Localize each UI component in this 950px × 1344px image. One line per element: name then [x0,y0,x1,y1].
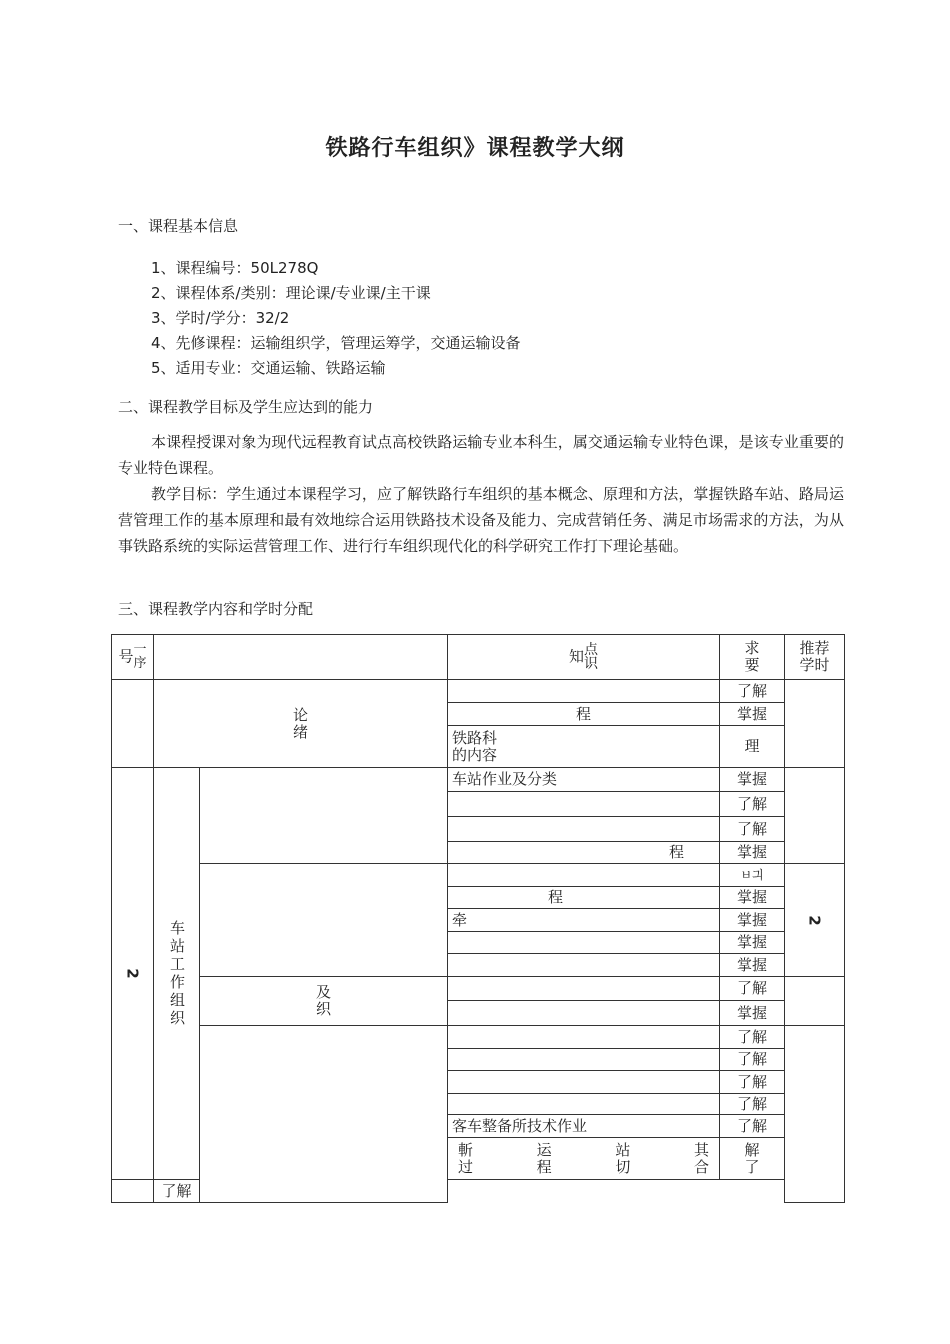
requirement-cell: 理 [720,726,785,768]
table-header-row [112,635,845,680]
requirement-cell: 了解 [720,977,785,1001]
section-cell [200,1026,448,1203]
knowledge-point [448,1071,720,1094]
section-cell [200,864,448,977]
page-title: 铁路行车组织》课程教学大纲 [325,136,625,161]
requirement-cell: 了解 [720,792,785,817]
requirement-cell: 了解 [720,1115,785,1138]
requirement-cell: 了解 [720,680,785,703]
requirement-cell: 掌握 [720,932,785,954]
requirement-cell: 了解 [720,1094,785,1115]
requirement-cell: 掌握 [720,768,785,792]
hours-cell [785,680,845,768]
knowledge-point [448,817,720,842]
info-item: 1、课程编号：50L278Q [151,259,319,277]
objectives-paragraph: 本课程授课对象为现代远程教育试点高校铁路运输专业本科生，属交通运输专业特色课，是该专业重要的专业特色课程。 [118,433,844,477]
section-heading-objectives: 二、课程教学目标及学生应达到的能力 [118,398,374,416]
seq-cell [112,680,154,768]
knowledge-point [112,1180,154,1203]
hours-cell: 2 [785,864,845,977]
header-knowledge: 知点 识 [448,635,720,680]
knowledge-point [448,954,720,977]
hours-cell [785,977,845,1026]
chapter-intro: 论 绪 [154,680,448,768]
requirement-cell: 了解 [720,1071,785,1094]
section-cell: 及 织 [200,977,448,1026]
requirement-cell: 掌握 [720,842,785,864]
seq-cell: 2 [112,768,154,1180]
scattered-text-bottom: 过 程 切 合 [458,1157,709,1176]
objectives-paragraph: 教学目标：学生通过本课程学习，应了解铁路行车组织的基本概念、原理和方法，掌握铁路车站、路局运营管理工作的基本原理和最有效地综合运用铁路技术设备及能力、完成营销任务、满足市场需求的方法，为从事铁路系统的实际运营管理工作、进行行车组织现代化的科学研究工作打下理论基础。 [118,485,844,555]
content-table [111,634,845,1203]
requirement-cell: 掌握 [720,887,785,909]
knowledge-point: 客车整备所技术作业 [448,1115,720,1138]
requirement-cell: 掌握 [720,909,785,932]
knowledge-point: 铁路科 的内容 [448,726,720,768]
header-requirement: 求 要 [720,635,785,680]
table-row [112,768,845,792]
knowledge-point: 牵 [448,909,720,932]
requirement-cell: 掌握 [720,703,785,726]
knowledge-point [448,1001,720,1026]
info-item: 2、课程体系/类别：理论课/专业课/主干课 [151,284,431,302]
knowledge-point: 程 [448,703,720,726]
table-row [112,977,845,1001]
knowledge-point [448,977,720,1001]
table-row [112,680,845,703]
hours-cell [785,768,845,864]
chapter-station-work: 车站工作组织 [154,768,200,1180]
requirement-cell: ㅂ긔 [720,864,785,887]
hours-cell [785,1026,845,1203]
knowledge-point [448,932,720,954]
requirement-cell: 解 了 [720,1138,785,1180]
requirement-cell: 掌握 [720,1001,785,1026]
table-row [112,864,845,887]
knowledge-point [448,1026,720,1049]
header-seq: 号一 序 [112,635,154,680]
scattered-text-top: 斬 运 站 其 [458,1140,709,1159]
requirement-cell: 了解 [720,1049,785,1071]
header-blank [154,635,448,680]
knowledge-point [448,792,720,817]
knowledge-point: 程 [448,887,720,909]
knowledge-point [448,1138,720,1180]
section-heading-basic-info: 一、课程基本信息 [118,217,239,235]
info-item: 5、适用专业：交通运输、铁路运输 [151,359,386,377]
objectives-text [118,429,844,559]
requirement-cell: 了解 [720,817,785,842]
knowledge-point: 车站作业及分类 [448,768,720,792]
section-cell [200,768,448,864]
knowledge-point [448,680,720,703]
knowledge-point: 程 [448,842,720,864]
requirement-cell: 了解 [720,1026,785,1049]
knowledge-point [448,1094,720,1115]
requirement-cell: 了解 [154,1180,200,1203]
table-row [112,1026,845,1049]
header-hours: 推荐 学时 [785,635,845,680]
section-heading-content: 三、课程教学内容和学时分配 [118,600,314,618]
info-item: 3、学时/学分：32/2 [151,309,290,327]
knowledge-point [448,864,720,887]
requirement-cell: 掌握 [720,954,785,977]
info-item: 4、先修课程：运输组织学，管理运筹学，交通运输设备 [151,334,521,352]
knowledge-point [448,1049,720,1071]
